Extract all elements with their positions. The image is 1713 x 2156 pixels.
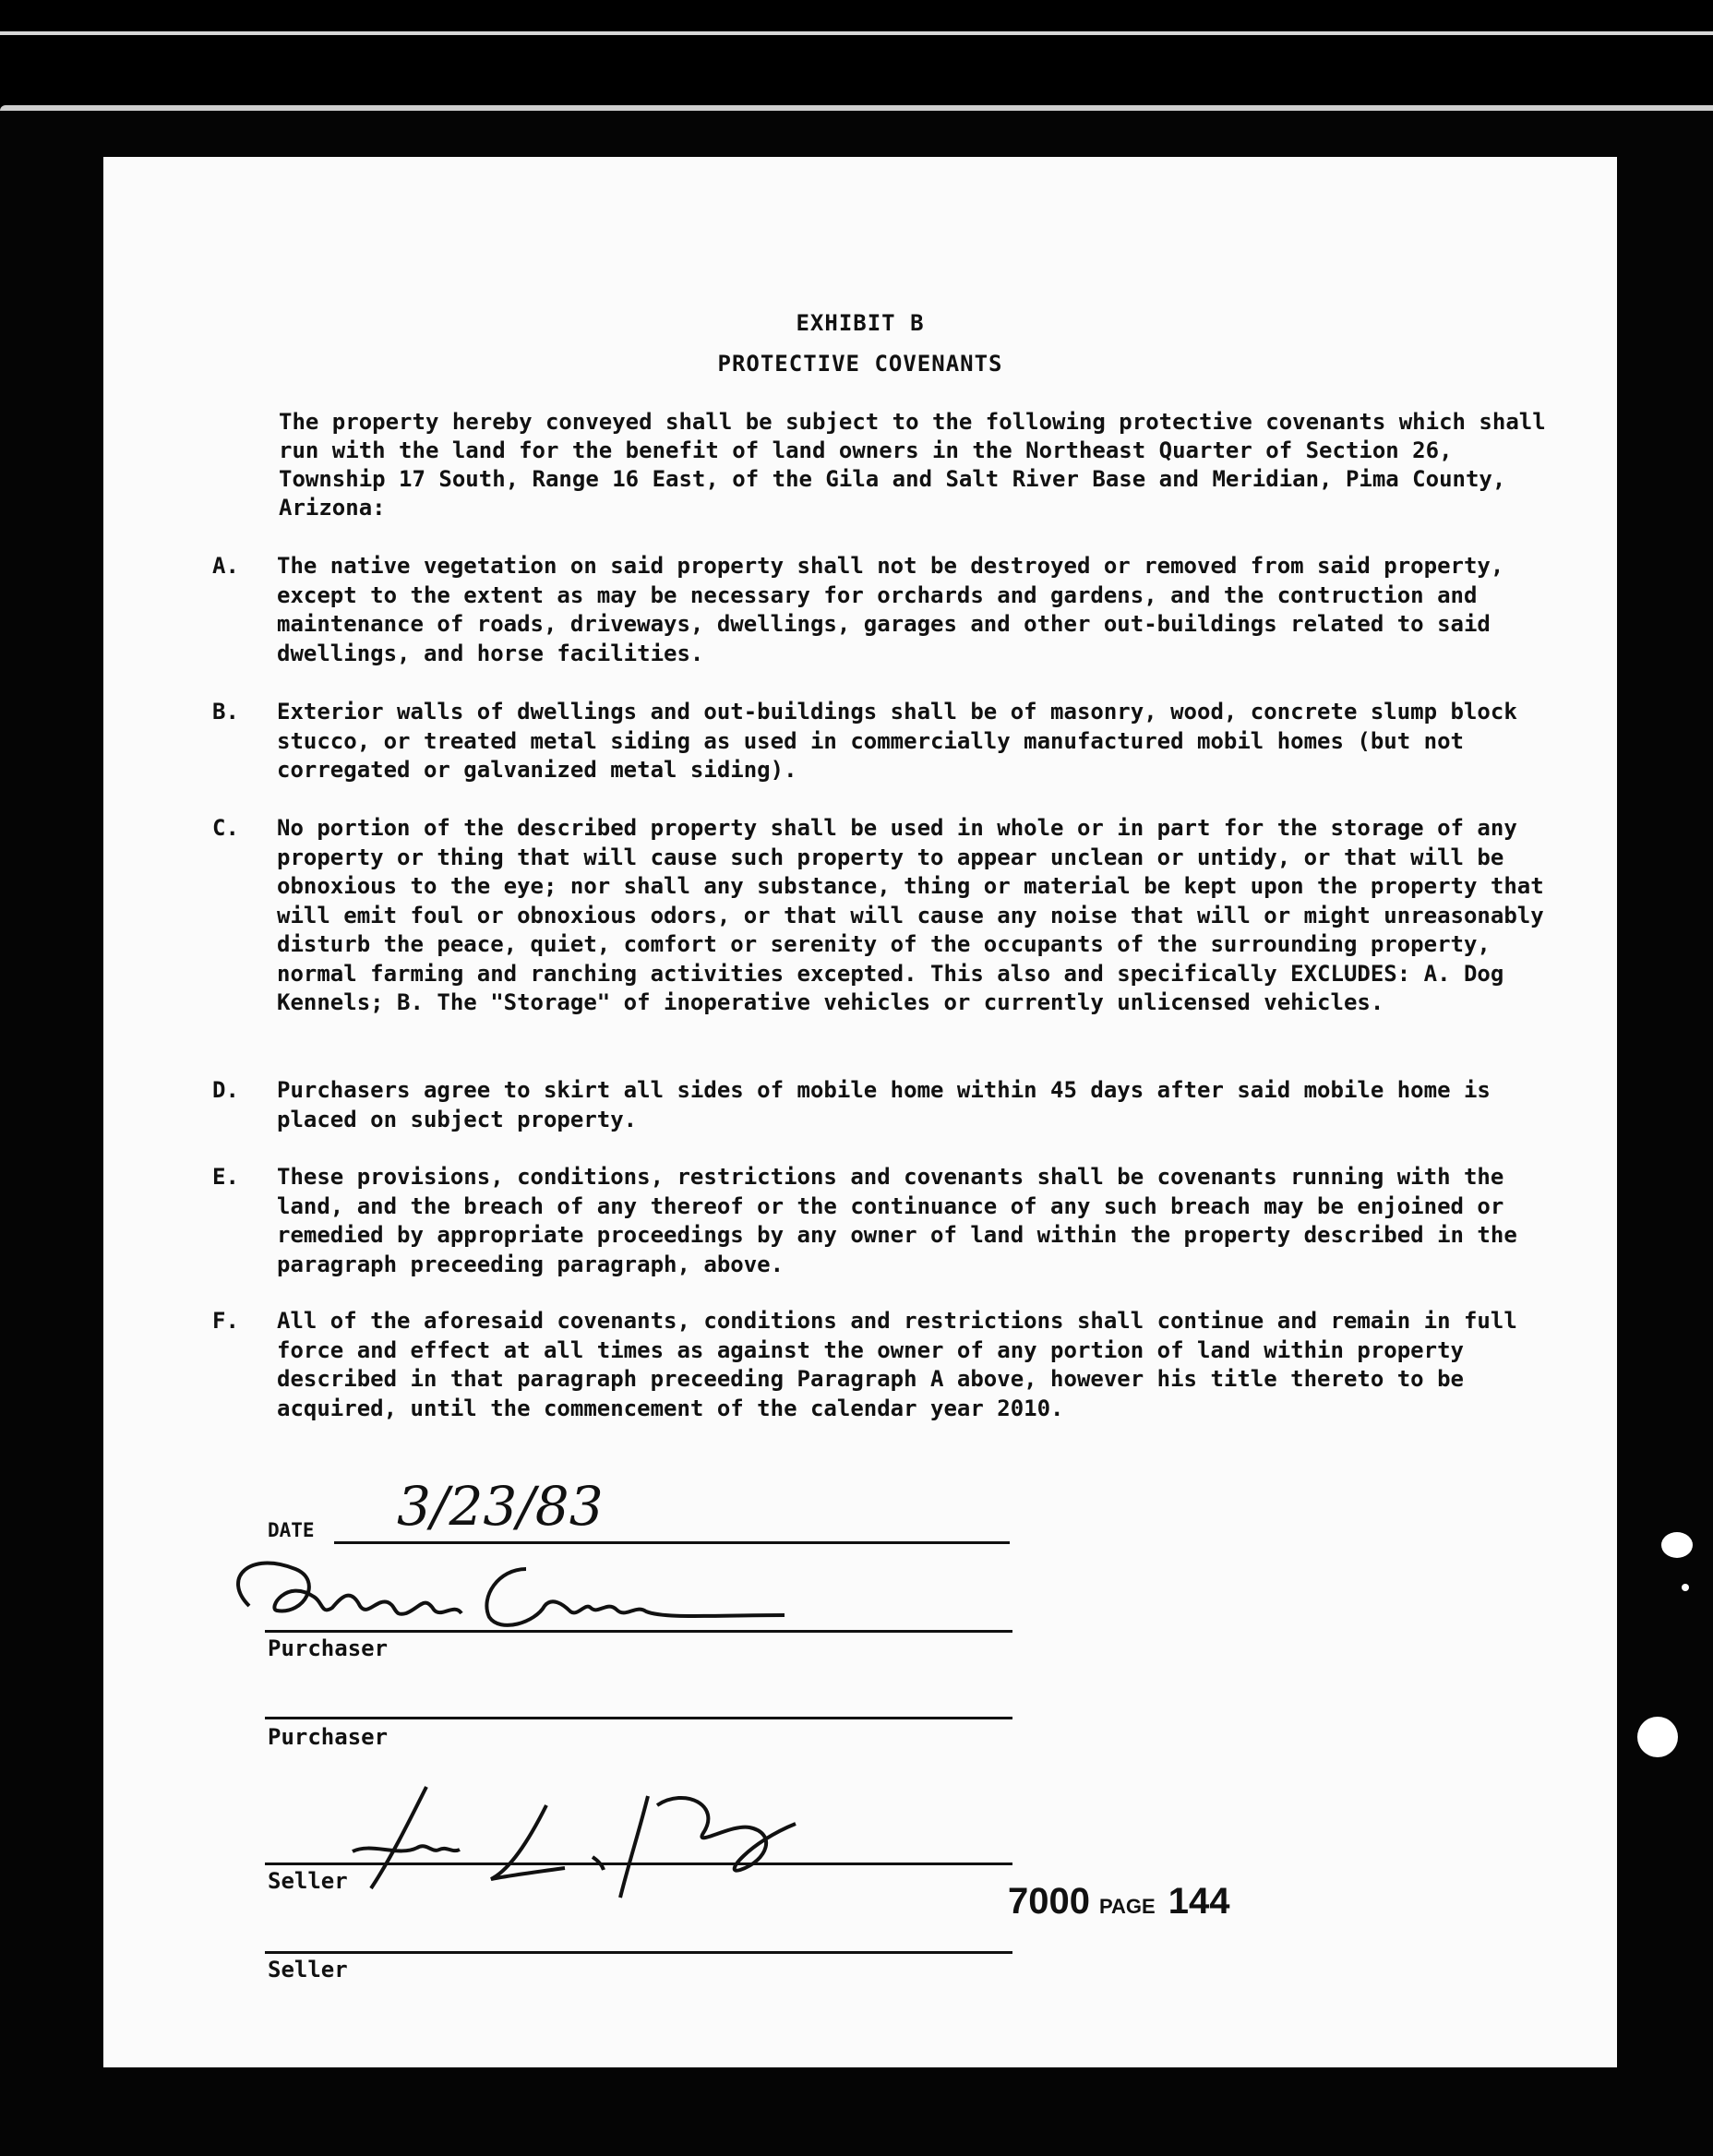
scan-speck bbox=[1661, 1532, 1693, 1558]
covenant-f bbox=[212, 1307, 1578, 1423]
purchaser-signature bbox=[212, 1541, 803, 1643]
page-top-edge bbox=[0, 105, 1713, 111]
document-title: EXHIBIT B bbox=[796, 310, 925, 336]
covenant-letter: E. bbox=[212, 1164, 239, 1190]
seller-signature bbox=[316, 1768, 833, 1907]
covenant-letter: D. bbox=[212, 1077, 239, 1103]
covenant-text: The native vegetation on said property shall not be destroyed or removed from said property, except to the extent as may be necessary for orchards and gardens, and the contruction and maintenance of roads, driveways, dwellings, garages and other out-buildings related to said dwellings, and horse facilities. bbox=[277, 553, 1504, 666]
page-label: PAGE bbox=[1098, 1895, 1156, 1918]
purchaser-line-2 bbox=[265, 1717, 1012, 1719]
scan-top-rule bbox=[0, 31, 1713, 35]
covenant-letter: F. bbox=[212, 1308, 239, 1334]
date-handwritten: 3/23/83 bbox=[397, 1475, 604, 1538]
covenant-letter: A. bbox=[212, 553, 239, 579]
covenant-letter: B. bbox=[212, 699, 239, 725]
covenant-letter: C. bbox=[212, 815, 239, 841]
covenant-text: Exterior walls of dwellings and out-buildings shall be of masonry, wood, concrete slump block stucco, or treated metal siding as used in commercially manufactured mobil homes (but not corregated or galvanized metal siding). bbox=[277, 699, 1517, 783]
purchaser-label-2: Purchaser bbox=[268, 1724, 389, 1750]
seller-label-2: Seller bbox=[268, 1957, 348, 1982]
covenant-e bbox=[212, 1163, 1578, 1279]
scan-speck bbox=[1637, 1717, 1678, 1757]
seller-line-1 bbox=[265, 1863, 1012, 1865]
covenant-c bbox=[212, 814, 1578, 1018]
purchaser-line-1 bbox=[265, 1630, 1012, 1633]
purchaser-label-1: Purchaser bbox=[268, 1635, 389, 1661]
document-page bbox=[103, 157, 1617, 2067]
scan-speck bbox=[1682, 1584, 1689, 1591]
intro-paragraph: The property hereby conveyed shall be subject to the following protective covenants which shall run with the land for the benefit of land owners in the Northeast Quarter of Section 26, Township 17 South, Range 16 East, of the Gila and Salt River Base and Meridian, Pima County, Arizona: bbox=[279, 409, 1546, 521]
seller-label-1: Seller bbox=[268, 1868, 348, 1894]
book-number: 7000 bbox=[1008, 1881, 1090, 1922]
covenant-a bbox=[212, 552, 1578, 668]
covenant-text: Purchasers agree to skirt all sides of mobile home within 45 days after said mobile home is placed on subject property. bbox=[277, 1077, 1491, 1132]
covenant-text: These provisions, conditions, restrictions and covenants shall be covenants running with the land, and the breach of any thereof or the continuance of any such breach may be enjoined or remedied by appropriate proceedings by any owner of land within the property described in the paragraph preceeding paragraph, above. bbox=[277, 1164, 1517, 1277]
recording-stamp bbox=[1008, 1881, 1229, 1922]
seller-line-2 bbox=[265, 1951, 1012, 1954]
date-label: DATE bbox=[268, 1519, 315, 1541]
covenant-b bbox=[212, 698, 1578, 785]
document-subtitle: PROTECTIVE COVENANTS bbox=[717, 351, 1003, 377]
covenant-text: No portion of the described property shall be used in whole or in part for the storage of any property or thing that will cause such property to appear unclean or untidy, or that will be obnoxious to the eye; nor shall any substance, thing or material be kept upon the property that will emit foul or obnoxious odors, or that will cause any noise that will or might unreasonably disturb the peace, quiet, comfort or serenity of the occupants of the surrounding property, normal farming and ranching activities excepted. This also and specifically EXCLUDES: A. Dog Kennels; B. The "Storage" of inoperative vehicles or currently unlicensed vehicles. bbox=[277, 815, 1544, 1015]
covenant-text: All of the aforesaid covenants, conditions and restrictions shall continue and remain in full force and effect at all times as against the owner of any portion of land within property described in that paragraph preceeding Paragraph A above, however his title thereto to be acquired, until the commencement of the calendar year 2010. bbox=[277, 1308, 1517, 1421]
covenant-d bbox=[212, 1076, 1578, 1134]
scan-top-border bbox=[0, 0, 1713, 109]
page-number: 144 bbox=[1168, 1881, 1230, 1922]
